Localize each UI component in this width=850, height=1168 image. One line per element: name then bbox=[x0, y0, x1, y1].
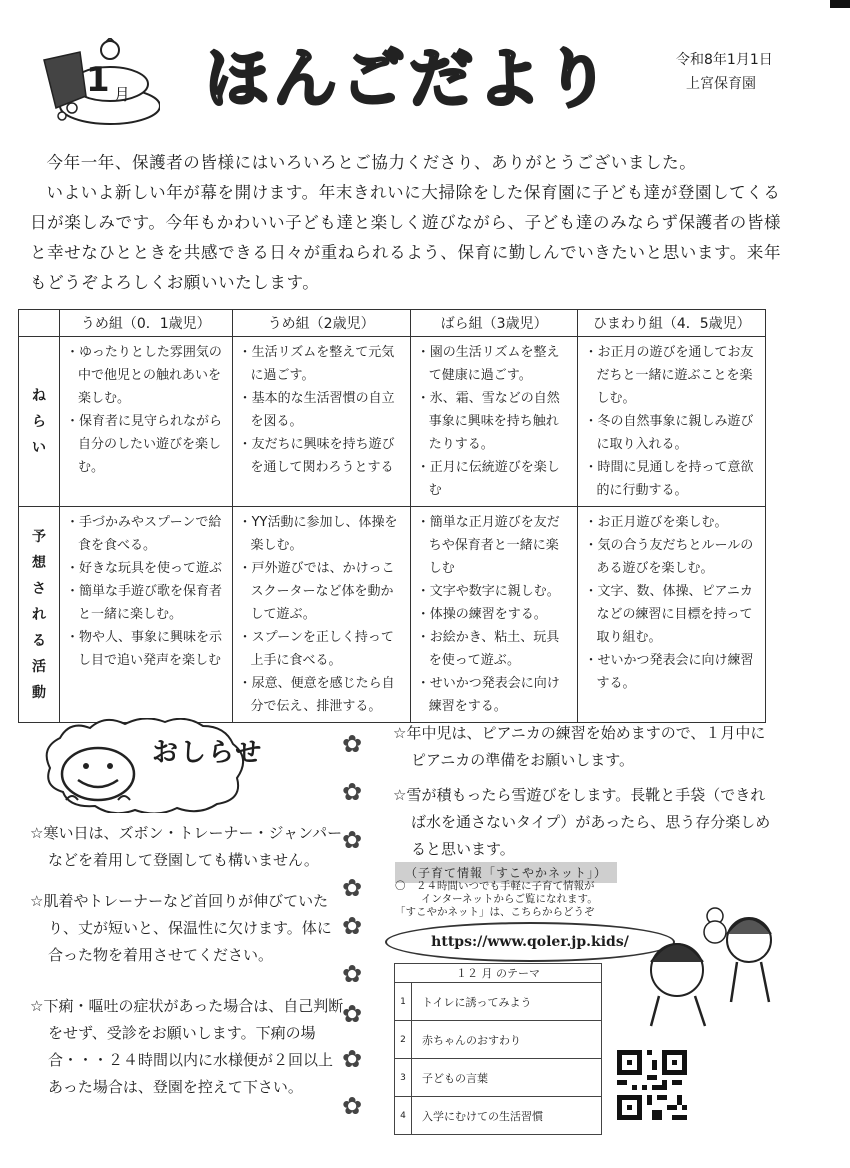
list-item: ・ YY活動に参加し、体操を楽しむ。 bbox=[239, 511, 404, 557]
row-label: ね ら い bbox=[19, 337, 60, 507]
theme-table bbox=[394, 963, 602, 1135]
list-item: ・ 文字や数字に親しむ。 bbox=[417, 580, 572, 603]
plan-cell bbox=[578, 337, 766, 507]
intro-paragraph-2: いよいよ新しい年が幕を開けます。年末きれいに大掃除をした保育園に子ども達が登園してくる日が楽しみです。今年もかわいい子ども達と楽しく遊びながら、子ども達のみならず保護者の皆様と幸せなひとときを共感できる日々が重ねられるよう、保育に勤しんでいきたいと思います。来年もどうぞよろしくお願いいたします。 bbox=[30, 183, 782, 292]
plan-row-aims bbox=[19, 337, 766, 507]
theme-text: 赤ちゃんのおすわり bbox=[412, 1021, 602, 1059]
list-item: ・ せいかつ発表会に向け練習する。 bbox=[584, 649, 759, 695]
monthly-plan-table bbox=[18, 309, 766, 723]
info-line: 「すこやかネット」は、こちらからどうぞ bbox=[395, 906, 595, 918]
list-item: ・ 園の生活リズムを整えて健康に過ごす。 bbox=[417, 341, 572, 387]
list-item: ・ お正月遊びを楽しむ。 bbox=[584, 511, 759, 534]
notice-item: ☆寒い日は、ズボン・トレーナー・ジャンパーなどを着用して登園しても構いません。 bbox=[30, 824, 343, 869]
intro-text bbox=[30, 148, 790, 298]
theme-heading: １２ 月 のテーマ bbox=[395, 964, 602, 983]
plan-cell bbox=[410, 337, 578, 507]
list-item: ・ 尿意、便意を感じたら自分で伝え、排泄する。 bbox=[239, 672, 404, 718]
plan-row-activities bbox=[19, 507, 766, 723]
flower-icon: ✿ bbox=[342, 874, 363, 902]
theme-num: 3 bbox=[395, 1059, 412, 1097]
notice-item: ☆年中児は、ピアニカの練習を始めますので、１月中にピアニカの準備をお願いします。 bbox=[393, 724, 766, 769]
info-text bbox=[395, 880, 598, 919]
url-bubble[interactable]: https://www.qoler.jp.kids/ bbox=[385, 922, 675, 962]
list-item: ・ 簡単な正月遊びを友だちや保育者と一緒に楽しむ bbox=[417, 511, 572, 580]
plan-cell bbox=[60, 507, 233, 723]
list-item: ・ 好きな玩具を使って遊ぶ bbox=[66, 557, 226, 580]
corner-mark bbox=[830, 0, 850, 8]
list-item: ・ 気の合う友だちとルールのある遊びを楽しむ。 bbox=[584, 534, 759, 580]
list-item: ・ 文字、数、体操、ピアニカなどの練習に目標を持って取り組む。 bbox=[584, 580, 759, 649]
flower-icon: ✿ bbox=[342, 960, 363, 988]
plan-cell bbox=[578, 507, 766, 723]
theme-text: トイレに誘ってみよう bbox=[412, 983, 602, 1021]
list-item: ・ 正月に伝統遊びを楽しむ bbox=[417, 456, 572, 502]
flower-icon: ✿ bbox=[342, 912, 363, 940]
list-item: ・ お正月の遊びを通してお友だちと一緒に遊ぶことを楽しむ。 bbox=[584, 341, 759, 410]
list-item: ・ せいかつ発表会に向け練習をする。 bbox=[417, 672, 572, 718]
notice-item: ☆雪が積もったら雪遊びをします。長靴と手袋（できれば水を通さないタイプ）があったら、思う存分楽しめると思います。 bbox=[393, 786, 771, 858]
date-block bbox=[676, 48, 773, 96]
flower-icon: ✿ bbox=[342, 826, 363, 854]
corner-cell bbox=[19, 310, 60, 337]
list-item: ・ ゆったりとした雰囲気の中で他児との触れあいを楽しむ。 bbox=[66, 341, 226, 410]
table-row bbox=[395, 1021, 602, 1059]
column-header: うめ組（2歳児） bbox=[232, 310, 410, 337]
notice-item: ☆肌着やトレーナーなど首回りが伸びていたり、丈が短いと、保温性に欠けます。体に合った物を着用させてください。 bbox=[30, 892, 332, 964]
table-row bbox=[395, 1097, 602, 1135]
plan-cell bbox=[60, 337, 233, 507]
list-item: ・ 体操の練習をする。 bbox=[417, 603, 572, 626]
theme-num: 2 bbox=[395, 1021, 412, 1059]
table-row bbox=[395, 983, 602, 1021]
list-item: ・ お絵かき、粘土、玩具を使って遊ぶ。 bbox=[417, 626, 572, 672]
info-heading: （子育て情報「すこやかネット」） bbox=[395, 862, 617, 883]
column-header: ひまわり組（4．5歳児） bbox=[578, 310, 766, 337]
info-line: インターネットからご覧になれます。 bbox=[421, 893, 598, 905]
list-item: ・ 冬の自然事象に親しみ遊びに取り入れる。 bbox=[584, 410, 759, 456]
list-item: ・ 保育者に見守られながら自分のしたい遊びを楽しむ。 bbox=[66, 410, 226, 479]
month-number: 1 bbox=[86, 60, 110, 100]
info-line: 〇 ２４時間いつでも手軽に子育て情報が bbox=[395, 880, 595, 892]
column-header: うめ組（0．1歳児） bbox=[60, 310, 233, 337]
list-item: ・ 簡単な手遊び歌を保育者と一緒に楽しむ。 bbox=[66, 580, 226, 626]
list-item: ・ 基本的な生活習慣の自立を図る。 bbox=[239, 387, 404, 433]
plan-cell bbox=[232, 507, 410, 723]
flower-icon: ✿ bbox=[342, 1092, 363, 1120]
plan-cell bbox=[410, 507, 578, 723]
flower-icon: ✿ bbox=[342, 1000, 363, 1028]
flower-icon: ✿ bbox=[342, 778, 363, 806]
notice-item: ☆下痢・嘔吐の症状があった場合は、自己判断をせず、受診をお願いします。下痢の場合・・・２４時間以内に水様便が２回以上あった場合は、登園を控えて下さい。 bbox=[30, 997, 344, 1096]
theme-num: 4 bbox=[395, 1097, 412, 1135]
row-label: 予 想 さ れ る 活 動 bbox=[19, 507, 60, 723]
notice-right-column bbox=[393, 720, 773, 871]
list-item: ・ 生活リズムを整えて元気に過ごす。 bbox=[239, 341, 404, 387]
intro-paragraph-1: 今年一年、保護者の皆様にはいろいろとご協力くださり、ありがとうございました。 bbox=[46, 153, 697, 172]
flower-icon: ✿ bbox=[342, 730, 363, 758]
list-item: ・ スプーンを正しく持って上手に食べる。 bbox=[239, 626, 404, 672]
theme-num: 1 bbox=[395, 983, 412, 1021]
list-item: ・ 戸外遊びでは、かけっこスクーターなど体を動かして遊ぶ。 bbox=[239, 557, 404, 626]
issue-date: 令和8年1月1日 bbox=[676, 52, 773, 68]
children-snow-illustration bbox=[637, 900, 787, 1044]
notice-title: おしらせ bbox=[152, 738, 264, 768]
theme-text: 子どもの言葉 bbox=[412, 1059, 602, 1097]
list-item: ・ 物や人、事象に興味を示し目で追い発声を楽しむ bbox=[66, 626, 226, 672]
list-item: ・ 友だちに興味を持ち遊びを通して関わろうとする bbox=[239, 433, 404, 479]
table-row bbox=[395, 1059, 602, 1097]
school-name: 上宮保育園 bbox=[686, 76, 756, 92]
qr-code bbox=[617, 1050, 687, 1124]
notice-left-column bbox=[30, 820, 345, 1115]
column-header: ばら組（3歳児） bbox=[410, 310, 578, 337]
theme-text: 入学にむけての生活習慣 bbox=[412, 1097, 602, 1135]
plan-header-row bbox=[19, 310, 766, 337]
month-suffix: 月 bbox=[114, 85, 131, 104]
flower-icon: ✿ bbox=[342, 1045, 363, 1073]
list-item: ・ 時間に見通しを持って意欲的に行動する。 bbox=[584, 456, 759, 502]
plan-cell bbox=[232, 337, 410, 507]
newsletter-title: ほんごだより bbox=[205, 43, 613, 117]
list-item: ・ 手づかみやスプーンで給食を食べる。 bbox=[66, 511, 226, 557]
list-item: ・ 氷、霜、雪などの自然事象に興味を持ち触れたりする。 bbox=[417, 387, 572, 456]
